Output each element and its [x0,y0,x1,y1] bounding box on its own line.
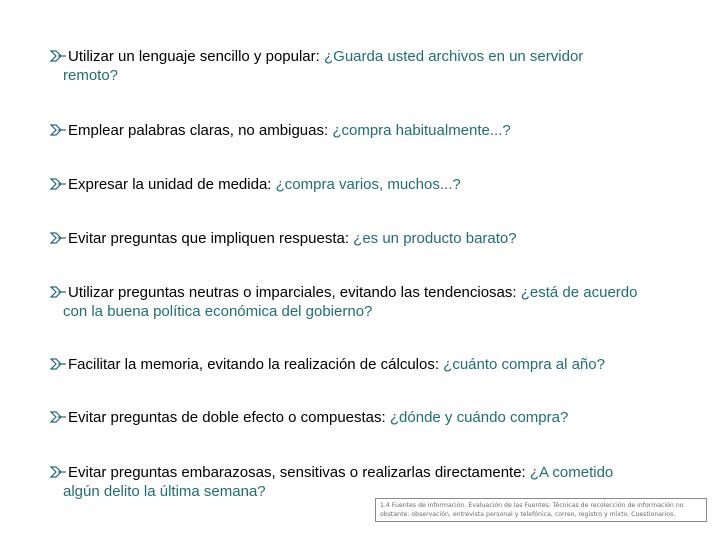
pen-nib-icon [50,50,67,62]
pen-nib-icon [50,411,67,423]
bullet-question: ¿A cometido [529,464,614,481]
bullet-lead: Emplear palabras claras, no ambiguas: [68,122,333,139]
list-item [50,283,690,321]
pen-nib-icon [50,358,67,370]
bullet-question: ¿compra varios, muchos...? [275,176,461,193]
list-item [50,355,690,374]
bullet-question: ¿Guarda usted archivos en un servidor [323,48,584,65]
bullet-lead: Evitar preguntas de doble efecto o compuestas: [68,409,390,426]
bullet-lead: Utilizar un lenguaje sencillo y popular: [68,48,324,65]
pen-nib-icon [50,178,67,190]
bullet-question: ¿cuánto compra al año? [443,356,605,373]
bullet-question-continued: algún delito la última semana? [63,483,266,500]
pen-nib-icon [50,124,67,136]
bullet-question: ¿está de acuerdo [520,284,638,301]
bullet-question: ¿compra habitualmente...? [332,122,511,139]
list-item [50,229,690,248]
bullet-lead: Expresar la unidad de medida: [68,176,276,193]
pen-nib-icon [50,466,67,478]
bullet-question-continued: con la buena política económica del gobierno? [63,303,373,320]
bullet-question: ¿es un producto barato? [353,230,517,247]
bullet-question: ¿dónde y cuándo compra? [389,409,569,426]
list-item [50,121,690,140]
bullet-question-continued: remoto? [63,67,119,84]
list-item [50,408,690,427]
pen-nib-icon [50,286,67,298]
bullet-lead: Utilizar preguntas neutras o imparciales, evitando las tendenciosas: [68,284,521,301]
slide-footer-caption: 1.4 Fuentes de información. Evaluación de las Fuentes. Técnicas de recolección de información no obstante: observación, entrevista personal y telefónica, correo, registro y mixto. Cuestionarios. [375,498,707,522]
list-item [50,47,690,85]
bullet-lead: Evitar preguntas embarazosas, sensitivas o realizarlas directamente: [68,464,530,481]
bullet-lead: Facilitar la memoria, evitando la realización de cálculos: [68,356,444,373]
bullet-lead: Evitar preguntas que impliquen respuesta: [68,230,354,247]
pen-nib-icon [50,232,67,244]
list-item [50,175,690,194]
list-item [50,463,690,501]
